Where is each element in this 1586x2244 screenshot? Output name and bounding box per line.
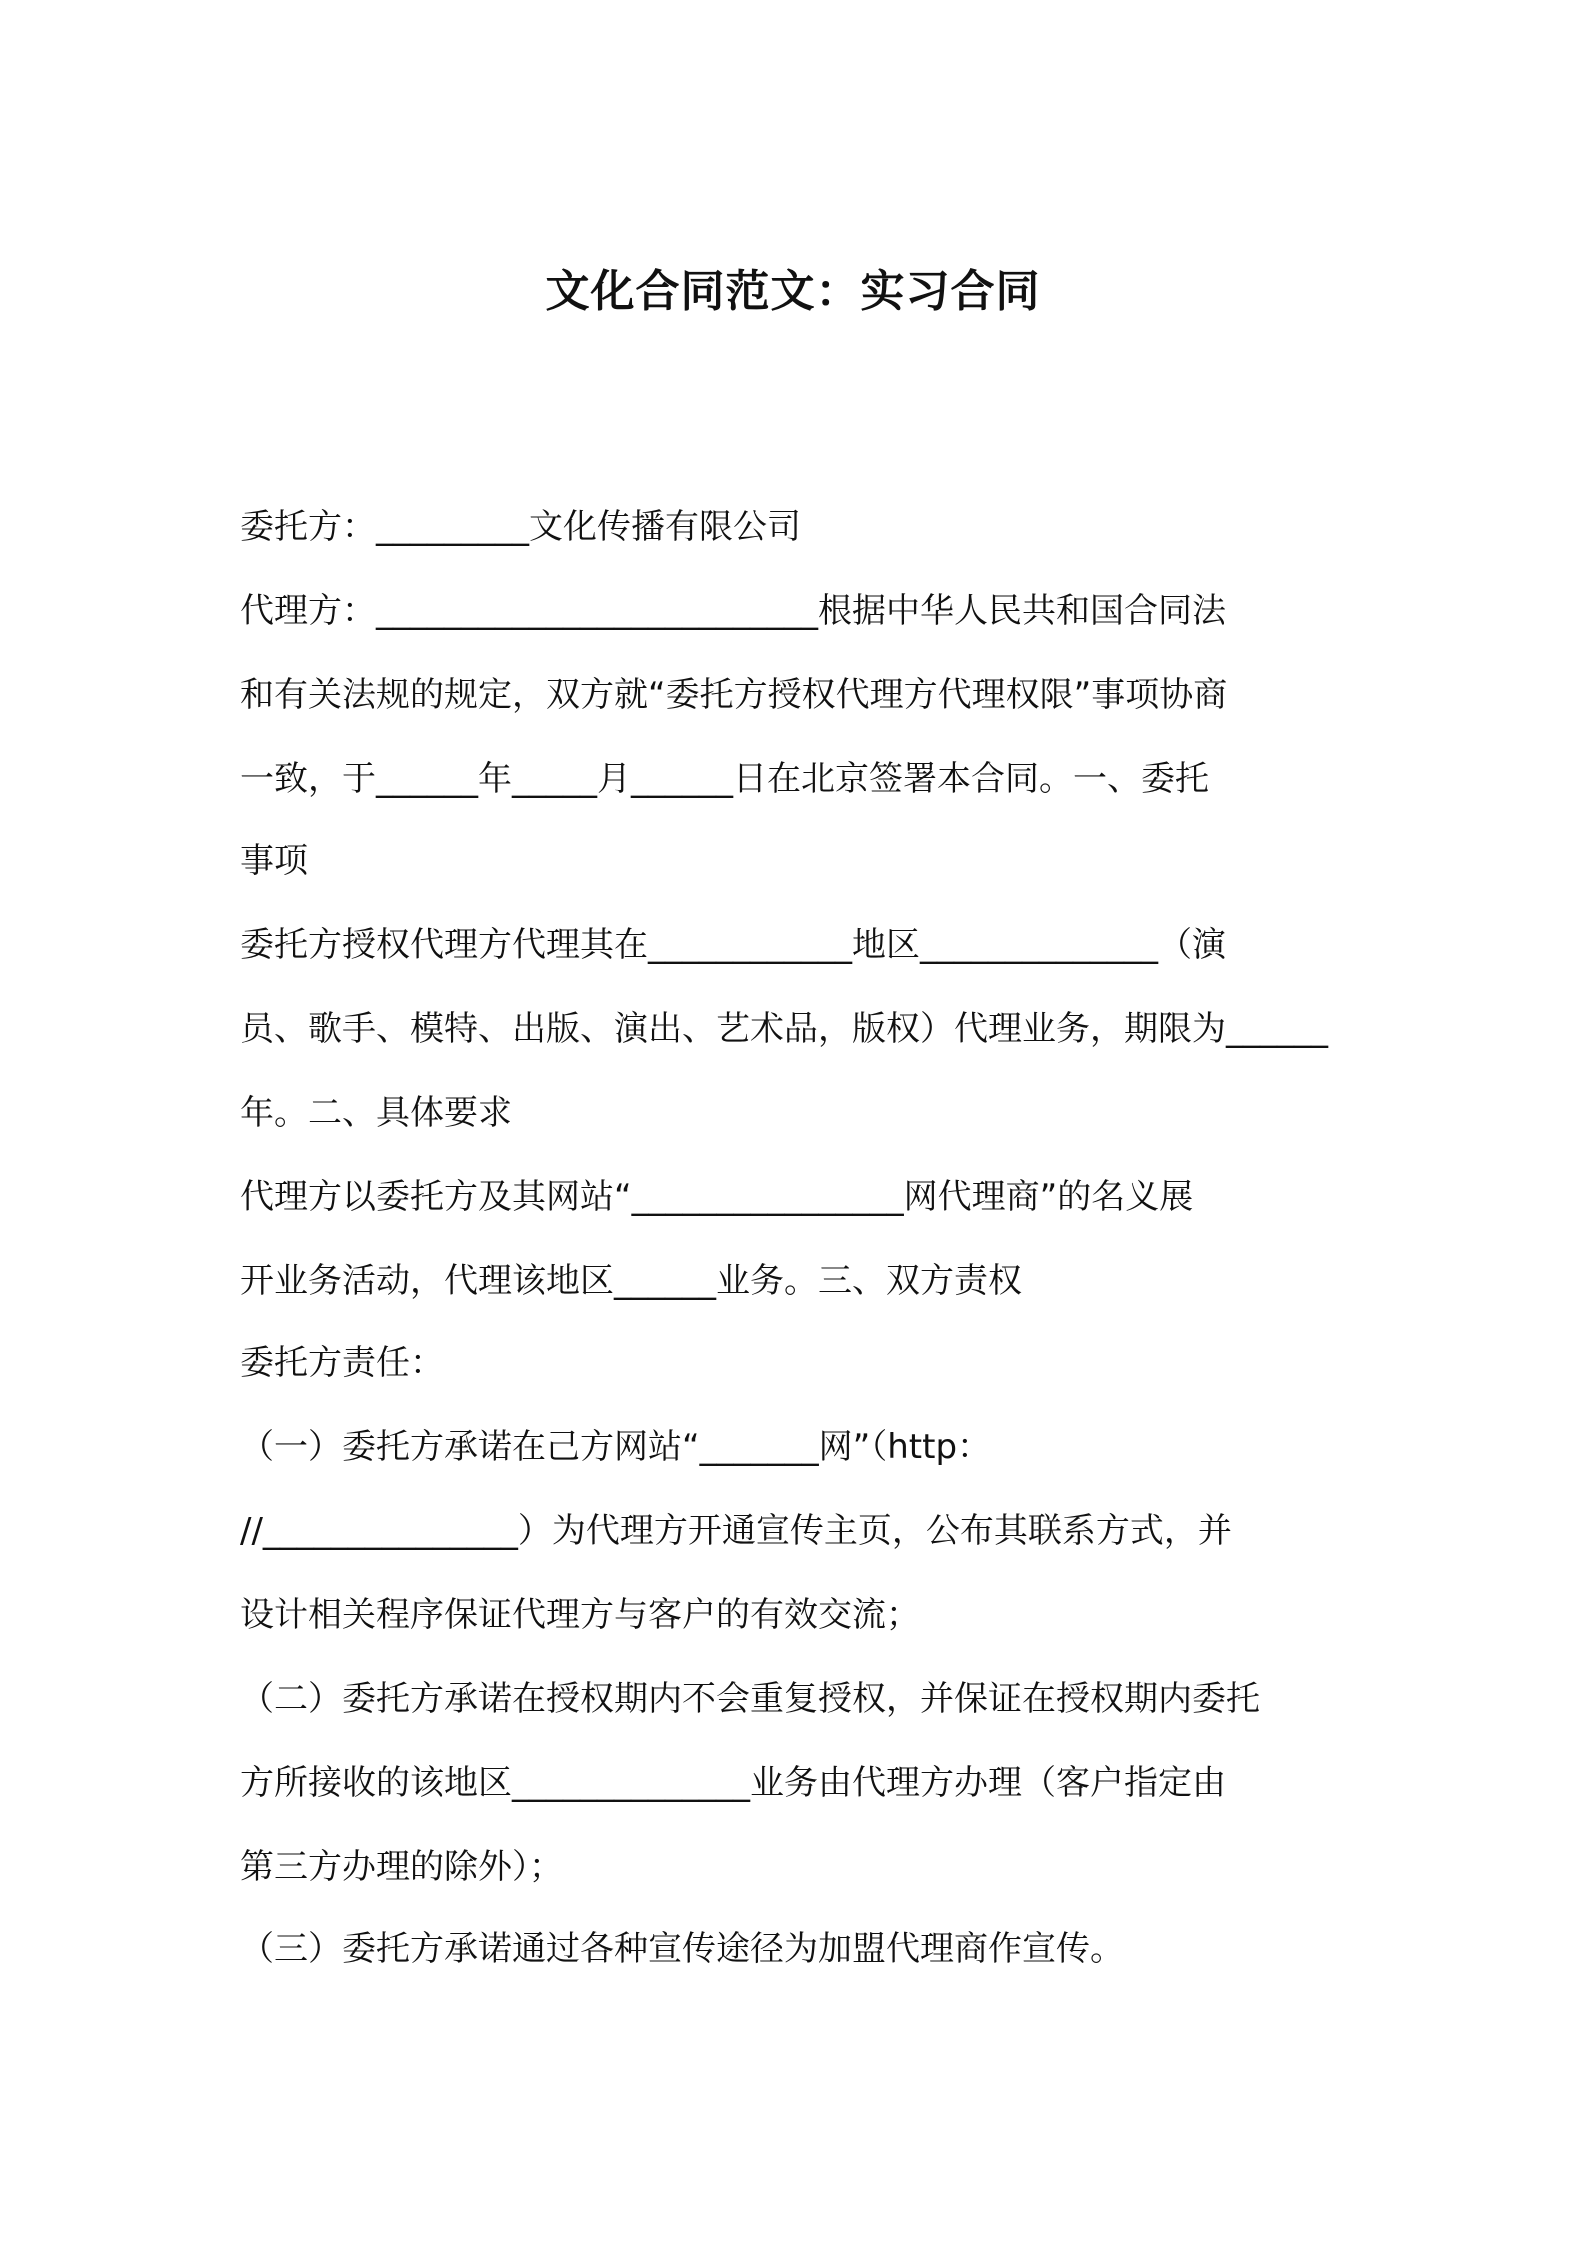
clause-line: 开业务活动，代理该地区______业务。三、双方责权	[240, 1261, 1022, 1301]
clause-line-principal: 委托方：_________文化传播有限公司	[240, 507, 801, 547]
clause-line: //_______________）为代理方开通宣传主页，公布其联系方式，并	[240, 1511, 1232, 1551]
clause-line: （三）委托方承诺通过各种宣传途径为加盟代理商作宣传。	[240, 1929, 1124, 1969]
clause-line: 员、歌手、模特、出版、演出、艺术品，版权）代理业务，期限为______	[240, 1009, 1328, 1049]
document-title: 文化合同范文：实习合同	[545, 266, 1041, 317]
clause-line: 事项	[240, 841, 308, 881]
clause-line: （二）委托方承诺在授权期内不会重复授权，并保证在授权期内委托	[240, 1679, 1260, 1719]
clause-line: （一）委托方承诺在己方网站“_______网”（http：	[240, 1427, 992, 1467]
clause-line: 代理方以委托方及其网站“________________网代理商”的名义展	[240, 1177, 1194, 1217]
clause-line: 和有关法规的规定，双方就“委托方授权代理方代理权限”事项协商	[240, 675, 1228, 715]
clause-line: 第三方办理的除外）；	[240, 1847, 563, 1887]
clause-line: 方所接收的该地区______________业务由代理方办理（客户指定由	[240, 1763, 1226, 1803]
clause-line: 委托方授权代理方代理其在____________地区______________（演	[240, 925, 1226, 965]
clause-line: 一致，于______年_____月______日在北京签署本合同。一、委托	[240, 759, 1209, 799]
clause-line: 委托方责任：	[240, 1343, 444, 1383]
clause-line: 年。二、具体要求	[240, 1093, 512, 1133]
clause-line-agent: 代理方：__________________________根据中华人民共和国合同法	[240, 591, 1226, 631]
clause-line: 设计相关程序保证代理方与客户的有效交流；	[240, 1595, 920, 1635]
